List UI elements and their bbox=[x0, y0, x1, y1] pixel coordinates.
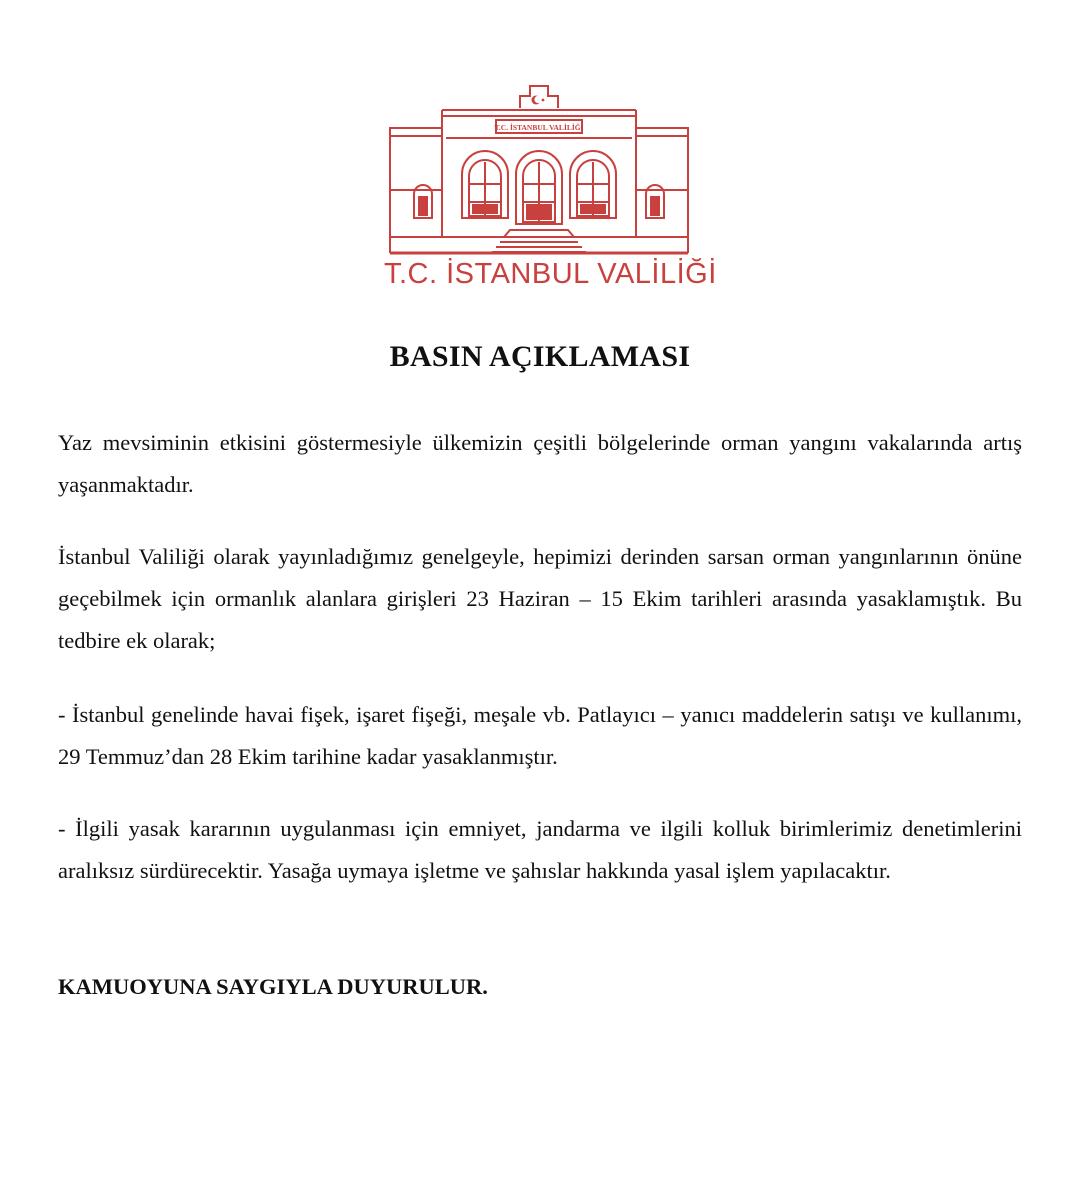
paragraph: - İstanbul genelinde havai fişek, işaret fişeği, meşale vb. Patlayıcı – yanıcı maddelerin satışı ve kullanımı, 29 Temmuz’dan 28 Ekim tarihine kadar yasaklanmıştır. bbox=[58, 702, 1022, 769]
paragraph: Yaz mevsiminin etkisini göstermesiyle ülkemizin çeşitli bölgelerinde orman yangını vakalarında artış yaşanmaktadır. bbox=[58, 430, 1022, 497]
document-title: BASIN AÇIKLAMASI bbox=[389, 340, 691, 373]
logo-wordmark: T.C. İSTANBUL VALİLİĞİ bbox=[384, 258, 717, 290]
closing-statement: KAMUOYUNA SAYGIYLA DUYURULUR. bbox=[58, 974, 488, 999]
governorship-building-icon bbox=[384, 80, 694, 260]
logo-plaque-text: T.C. İSTANBUL VALİLİĞİ bbox=[494, 123, 584, 132]
paragraph: - İlgili yasak kararının uygulanması için emniyet, jandarma ve ilgili kolluk birimlerimiz denetimlerini aralıksız sürdürecektir. Yasağa uymaya işletme ve şahıslar hakkında yasal işlem yapılacaktır. bbox=[58, 816, 1022, 883]
paragraph: İstanbul Valiliği olarak yayınladığımız genelgeyle, hepimizi derinden sarsan orman yangınlarının önüne geçebilmek için ormanlık alanlara girişleri 23 Haziran – 15 Ekim tarihleri arasında yasaklamıştık. Bu tedbire ek olarak; bbox=[58, 544, 1022, 653]
